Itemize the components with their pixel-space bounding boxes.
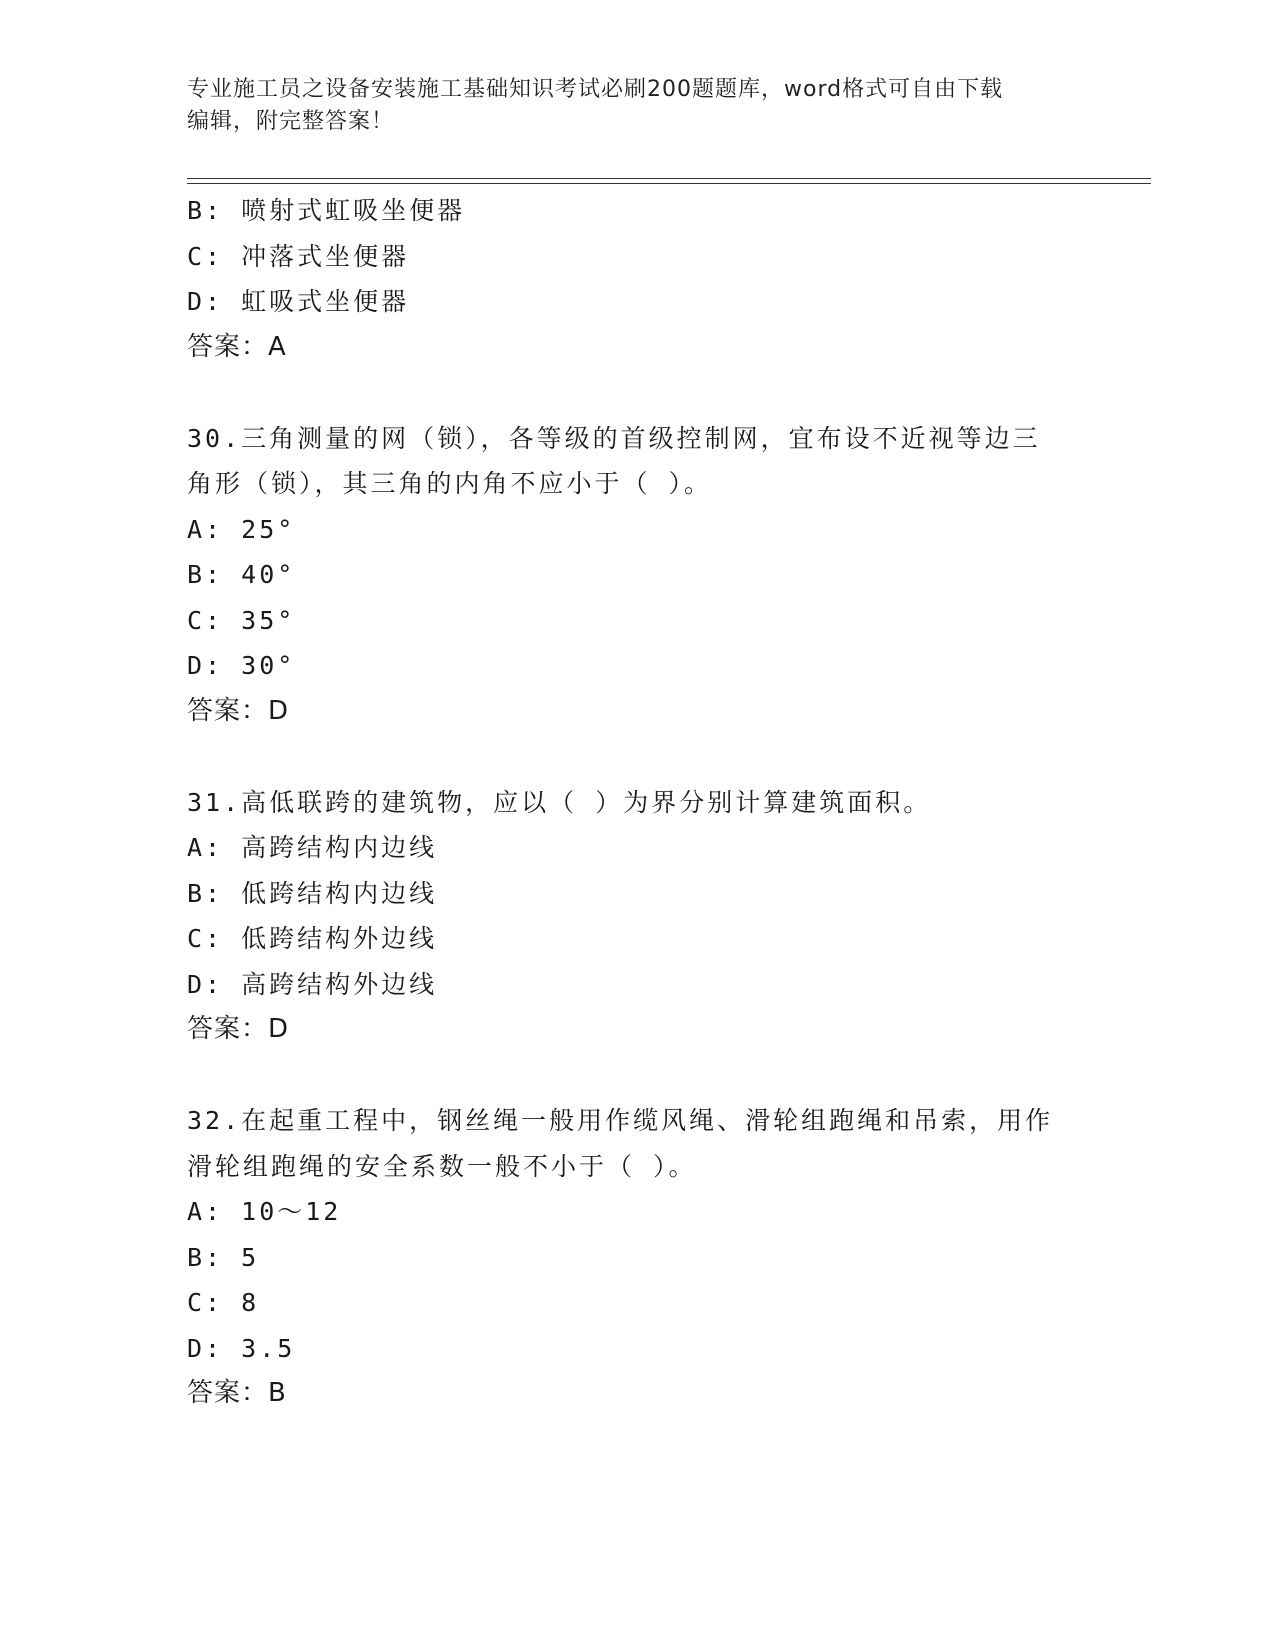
header-divider-bottom <box>187 183 1151 184</box>
option: D: 30° <box>187 651 296 680</box>
question-stem: 角形（锁），其三角的内角不应小于（ ）。 <box>187 469 713 498</box>
option: B: 低跨结构内边线 <box>187 878 438 908</box>
spacer <box>187 734 1087 780</box>
option: C: 35° <box>187 605 296 635</box>
question-stem: 31.高低联跨的建筑物，应以（ ）为界分别计算建筑面积。 <box>187 787 932 817</box>
option: D: 虹吸式坐便器 <box>187 287 410 316</box>
answer: 答案：A <box>187 331 287 362</box>
option: C: 8 <box>187 1288 260 1317</box>
option: A: 高跨结构内边线 <box>187 833 438 862</box>
option: D: 高跨结构外边线 <box>187 969 438 999</box>
header-divider-top <box>187 178 1151 179</box>
option: B: 喷射式虹吸坐便器 <box>187 196 466 225</box>
answer: 答案：D <box>187 695 290 726</box>
question-list <box>187 188 1087 1417</box>
option: A: 10～12 <box>187 1197 342 1226</box>
option: B: 40° <box>187 560 296 589</box>
option: A: 25° <box>187 514 296 544</box>
answer: 答案：D <box>187 1014 290 1044</box>
option: D: 3.5 <box>187 1333 296 1363</box>
question-stem: 滑轮组跑绳的安全系数一般不小于（ ）。 <box>187 1151 697 1181</box>
question-stem: 30.三角测量的网（锁），各等级的首级控制网，宜布设不近视等边三 <box>187 423 1041 453</box>
answer: 答案：B <box>187 1378 287 1408</box>
header-line-1: 专业施工员之设备安装施工基础知识考试必刷200题题库，word格式可自由下载 <box>187 77 1004 102</box>
header-line-2: 编辑，附完整答案！ <box>187 109 395 134</box>
question-31 <box>187 780 1087 1053</box>
option: B: 5 <box>187 1242 260 1272</box>
question-32 <box>187 1098 1087 1417</box>
option: C: 冲落式坐便器 <box>187 241 410 271</box>
question-30 <box>187 416 1087 735</box>
option: C: 低跨结构外边线 <box>187 924 438 953</box>
document-header <box>187 74 1087 138</box>
question-stem: 32.在起重工程中，钢丝绳一般用作缆风绳、滑轮组跑绳和吊索，用作 <box>187 1106 1054 1135</box>
spacer <box>187 1053 1087 1099</box>
spacer <box>187 370 1087 416</box>
question-fragment <box>187 188 1087 370</box>
